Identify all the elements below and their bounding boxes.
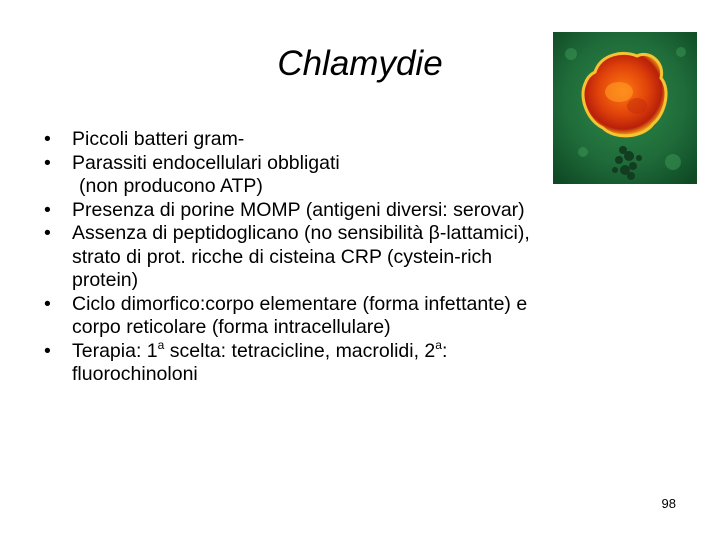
bullet-item [44, 152, 684, 199]
bullet-text: Parassiti endocellulari obbligati [72, 151, 340, 174]
bullet-text: Ciclo dimorfico:corpo elementare (forma infettante) e [72, 292, 528, 315]
page-number: 98 [661, 496, 676, 511]
bullet-list [44, 128, 684, 387]
bullet-text: Piccoli batteri gram- [72, 128, 245, 150]
bullet-continuation: (non producono ATP) [79, 175, 263, 197]
bullet-text: Terapia: 1 [72, 339, 158, 362]
bullet-continuation: protein) [72, 269, 139, 291]
bullet-item [44, 293, 684, 340]
bullet-item [44, 128, 684, 152]
bullet-item [44, 199, 684, 223]
superscript: a [157, 337, 165, 352]
bullet-text: Assenza di peptidoglicano (no sensibilità β-lattamici), [72, 222, 530, 244]
bullet-item [44, 337, 684, 387]
bullet-text: scelta: tetracicline, macrolidi, 2 [164, 339, 436, 362]
bullet-continuation: strato di prot. ricche di cisteina CRP (cystein-rich [72, 245, 493, 268]
bullet-item [44, 222, 684, 293]
bullet-text: : [441, 339, 448, 362]
bullet-continuation: fluorochinoloni [72, 363, 198, 385]
superscript: a [435, 337, 442, 352]
bullet-text: Presenza di porine MOMP (antigeni diversi: serovar) [72, 198, 525, 221]
bullet-continuation: corpo reticolare (forma intracellulare) [72, 316, 391, 338]
slide-title-text: Chlamydie [277, 44, 443, 83]
